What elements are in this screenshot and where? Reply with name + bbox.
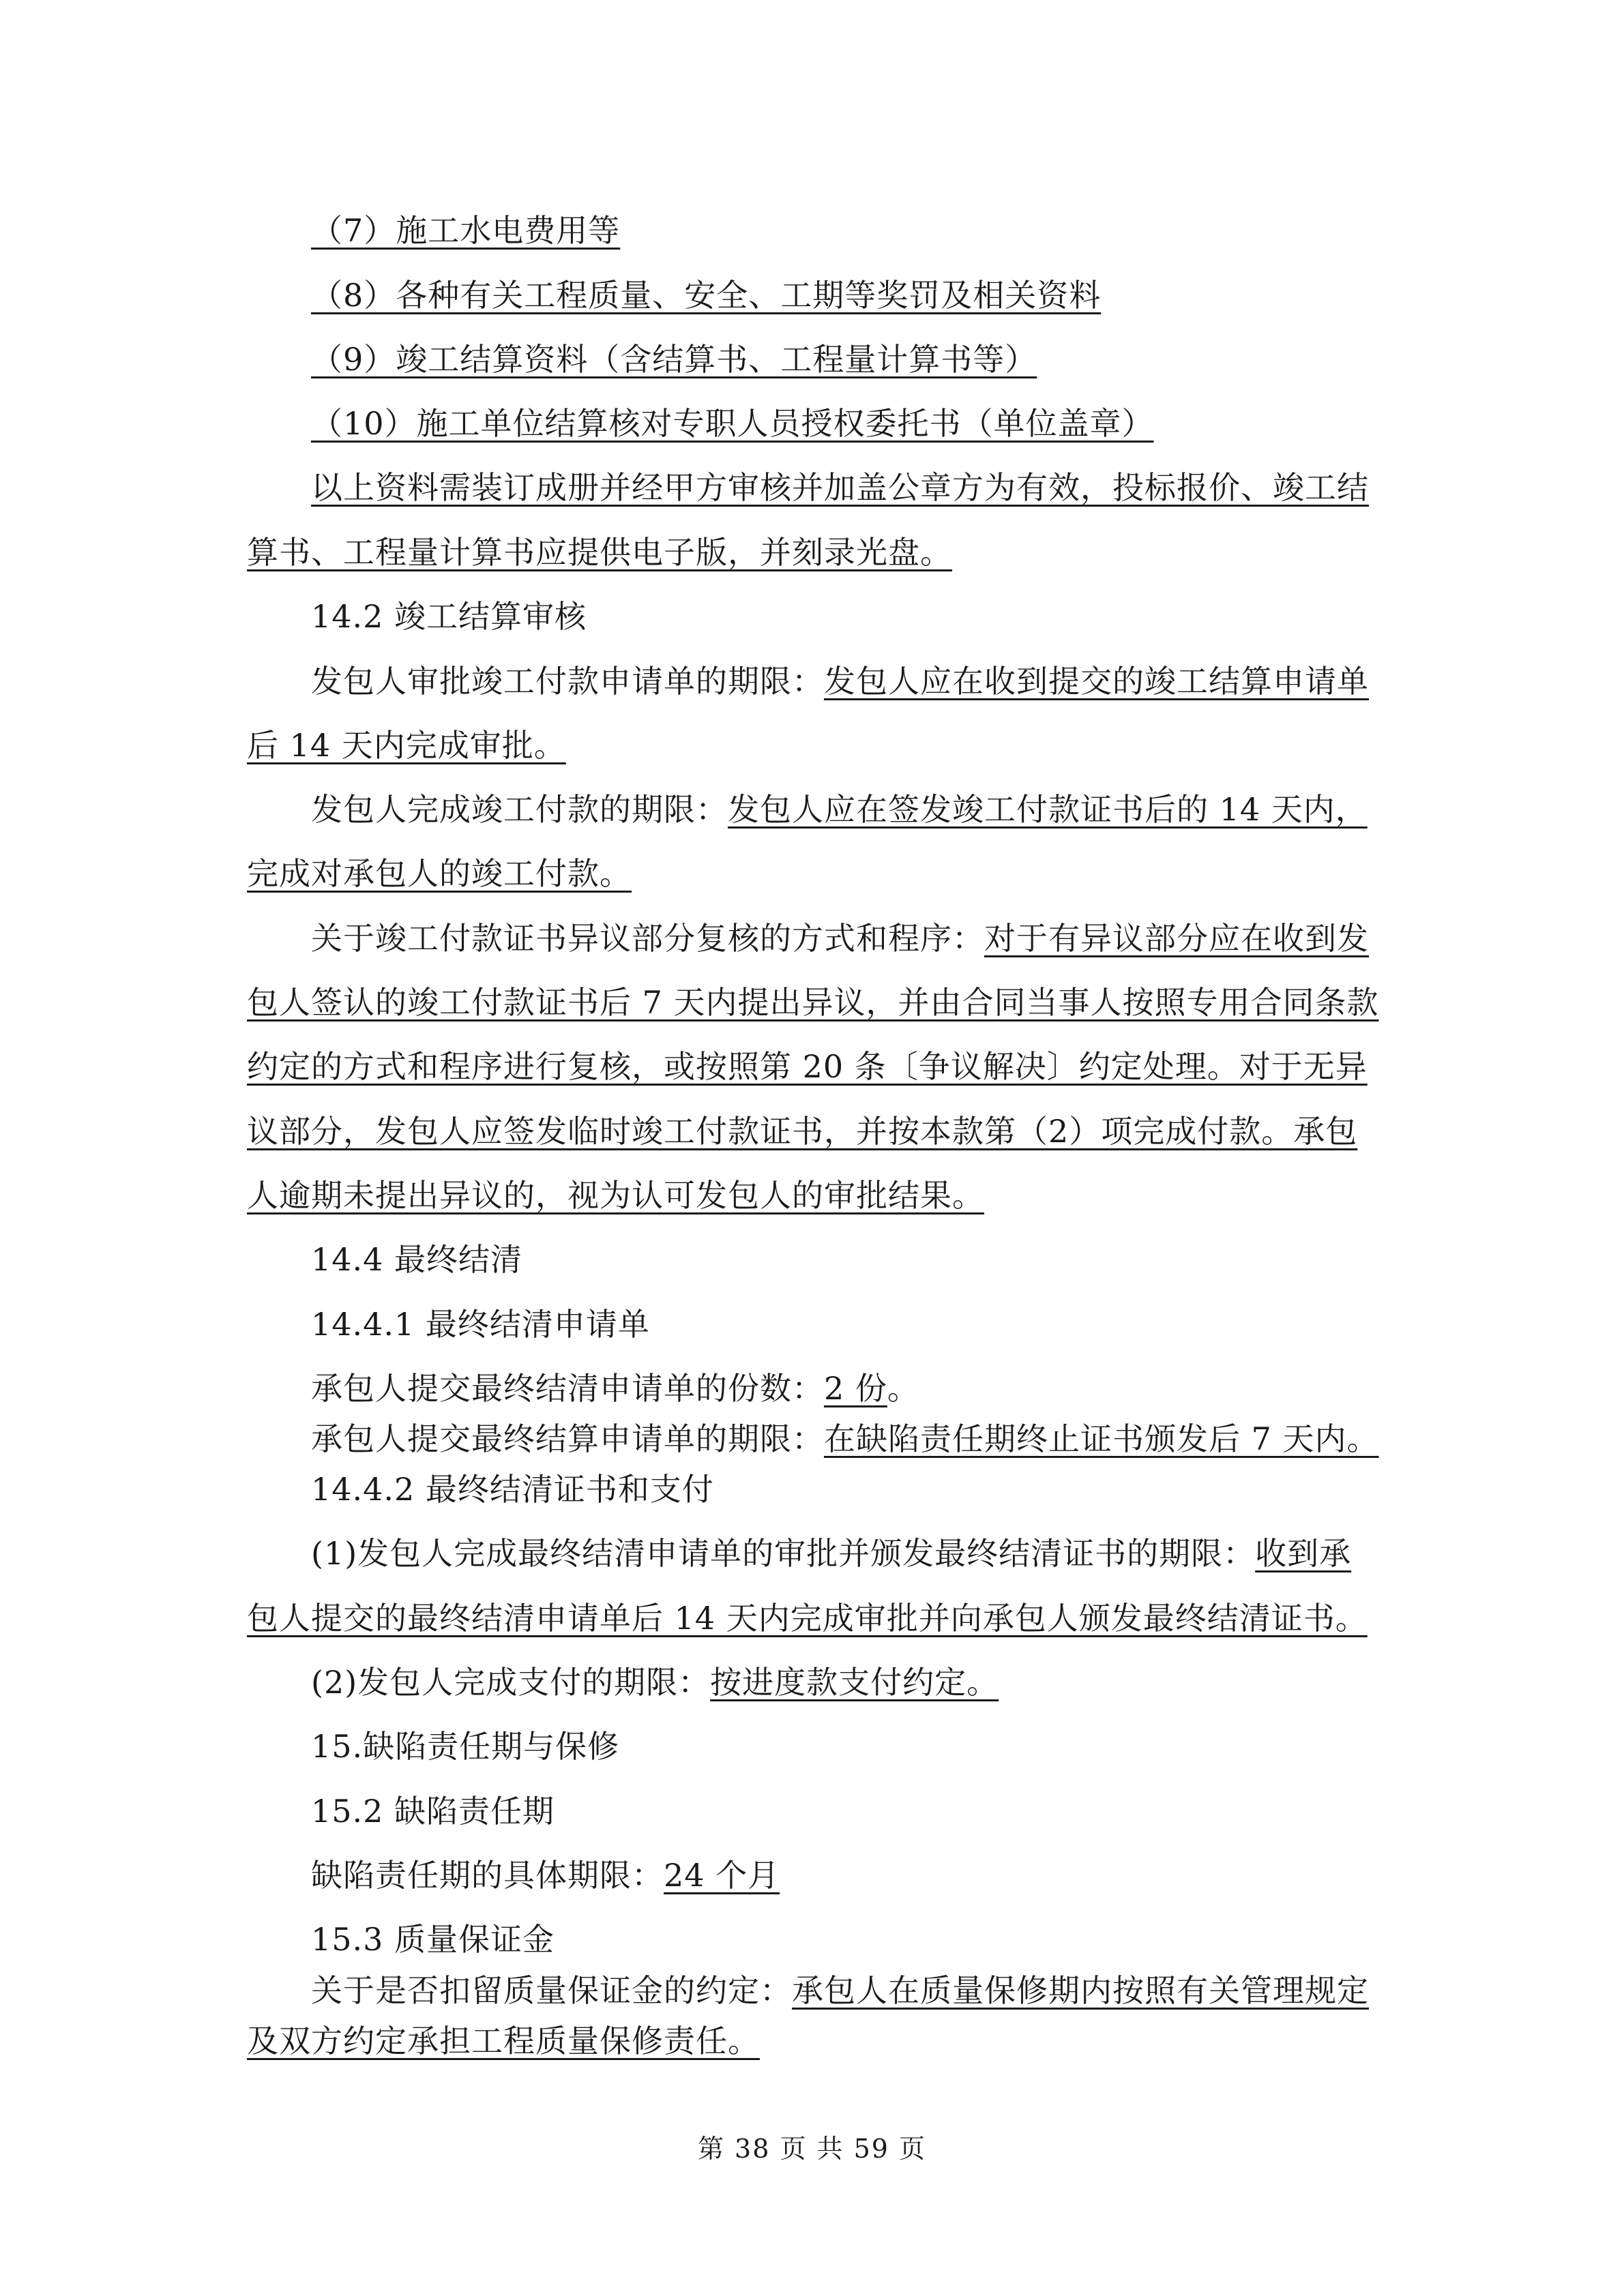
paragraph-line	[247, 1111, 1357, 1152]
list-item-7	[311, 210, 620, 251]
paragraph-line	[311, 1418, 1379, 1459]
underlined-text: 后 14 天内完成审批。	[247, 727, 566, 764]
underlined-text: 及双方约定承担工程质量保修责任。	[247, 2023, 760, 2059]
paragraph-line	[247, 1046, 1368, 1087]
section-heading-14-4-2: 14.4.2 最终结清证书和支付	[311, 1471, 714, 1508]
list-item-9	[311, 339, 1037, 380]
underlined-text: 约定的方式和程序进行复核，或按照第 20 条〔争议解决〕约定处理。对于无异	[247, 1048, 1368, 1085]
underlined-text: 按进度款支付约定。	[710, 1664, 999, 1701]
paragraph-line	[311, 1368, 919, 1409]
paragraph-line	[247, 725, 566, 766]
underlined-text: 2 份	[824, 1370, 887, 1407]
clause-label: 关于竣工付款证书异议部分复核的方式和程序：	[311, 920, 984, 957]
underlined-text: 收到承	[1255, 1535, 1352, 1572]
underlined-text: 以上资料需装订成册并经甲方审核并加盖公章方为有效，投标报价、竣工结	[311, 469, 1369, 506]
paragraph-line	[311, 1662, 999, 1703]
underlined-text: 包人提交的最终结清申请单后 14 天内完成审批并向承包人颁发最终结清证书。	[247, 1600, 1368, 1637]
underlined-text: 完成对承包人的竣工付款。	[247, 855, 632, 892]
underlined-text: （9）竣工结算资料（含结算书、工程量计算书等）	[311, 341, 1037, 378]
clause-label: 发包人完成竣工付款的期限：	[311, 791, 728, 828]
underlined-text: 24 个月	[664, 1857, 780, 1894]
punctuation: 。	[887, 1370, 919, 1407]
section-heading-15: 15.缺陷责任期与保修	[311, 1728, 620, 1765]
paragraph-line	[247, 2021, 760, 2061]
list-item-10	[311, 403, 1154, 444]
paragraph-line	[247, 532, 952, 573]
underlined-text: 发包人应在收到提交的竣工结算申请单	[824, 663, 1369, 700]
clause-label: 缺陷责任期的具体期限：	[311, 1857, 664, 1894]
paragraph-line	[247, 1175, 984, 1216]
clause-label: (2)发包人完成支付的期限：	[311, 1664, 711, 1701]
paragraph-line	[247, 982, 1379, 1023]
clause-label: 承包人提交最终结算申请单的期限：	[311, 1420, 824, 1457]
underlined-text: 算书、工程量计算书应提供电子版，并刻录光盘。	[247, 534, 952, 571]
underlined-text: 发包人应在签发竣工付款证书后的 14 天内，	[728, 791, 1368, 828]
paragraph-line	[311, 467, 1369, 508]
paragraph-line	[311, 789, 1368, 830]
underlined-text: 在缺陷责任期终止证书颁发后 7 天内。	[824, 1420, 1379, 1457]
paragraph-line	[311, 1970, 1369, 2011]
section-heading-14-2: 14.2 竣工结算审核	[311, 598, 587, 635]
underlined-text: 包人签认的竣工付款证书后 7 天内提出异议，并由合同当事人按照专用合同条款	[247, 984, 1379, 1021]
paragraph-line	[311, 918, 1369, 959]
underlined-text: 议部分，发包人应签发临时竣工付款证书，并按本款第（2）项完成付款。承包	[247, 1113, 1358, 1150]
underlined-text: 人逾期未提出异议的，视为认可发包人的审批结果。	[247, 1177, 984, 1214]
clause-label: 发包人审批竣工付款申请单的期限：	[311, 663, 824, 700]
underlined-text: （10）施工单位结算核对专职人员授权委托书（单位盖章）	[311, 405, 1154, 442]
clause-label: 关于是否扣留质量保证金的约定：	[311, 1972, 792, 2009]
section-heading-15-2: 15.2 缺陷责任期	[311, 1793, 555, 1830]
clause-label: 承包人提交最终结清申请单的份数：	[311, 1370, 824, 1407]
section-heading-14-4: 14.4 最终结清	[311, 1241, 523, 1278]
list-item-8	[311, 275, 1101, 316]
paragraph-line	[311, 661, 1369, 702]
section-heading-15-3: 15.3 质量保证金	[311, 1921, 555, 1958]
section-heading-14-4-1: 14.4.1 最终结清申请单	[311, 1306, 650, 1343]
underlined-text: 对于有异议部分应在收到发	[984, 920, 1369, 957]
paragraph-line	[247, 853, 632, 894]
page-number-footer: 第 38 页 共 59 页	[697, 2134, 927, 2164]
underlined-text: （8）各种有关工程质量、安全、工期等奖罚及相关资料	[311, 277, 1102, 314]
underlined-text: （7）施工水电费用等	[311, 212, 621, 249]
paragraph-line	[311, 1533, 1351, 1574]
underlined-text: 承包人在质量保修期内按照有关管理规定	[792, 1972, 1369, 2009]
clause-label: (1)发包人完成最终结清申请单的审批并颁发最终结清证书的期限：	[311, 1535, 1256, 1572]
paragraph-line	[311, 1855, 780, 1896]
paragraph-line	[247, 1598, 1368, 1639]
